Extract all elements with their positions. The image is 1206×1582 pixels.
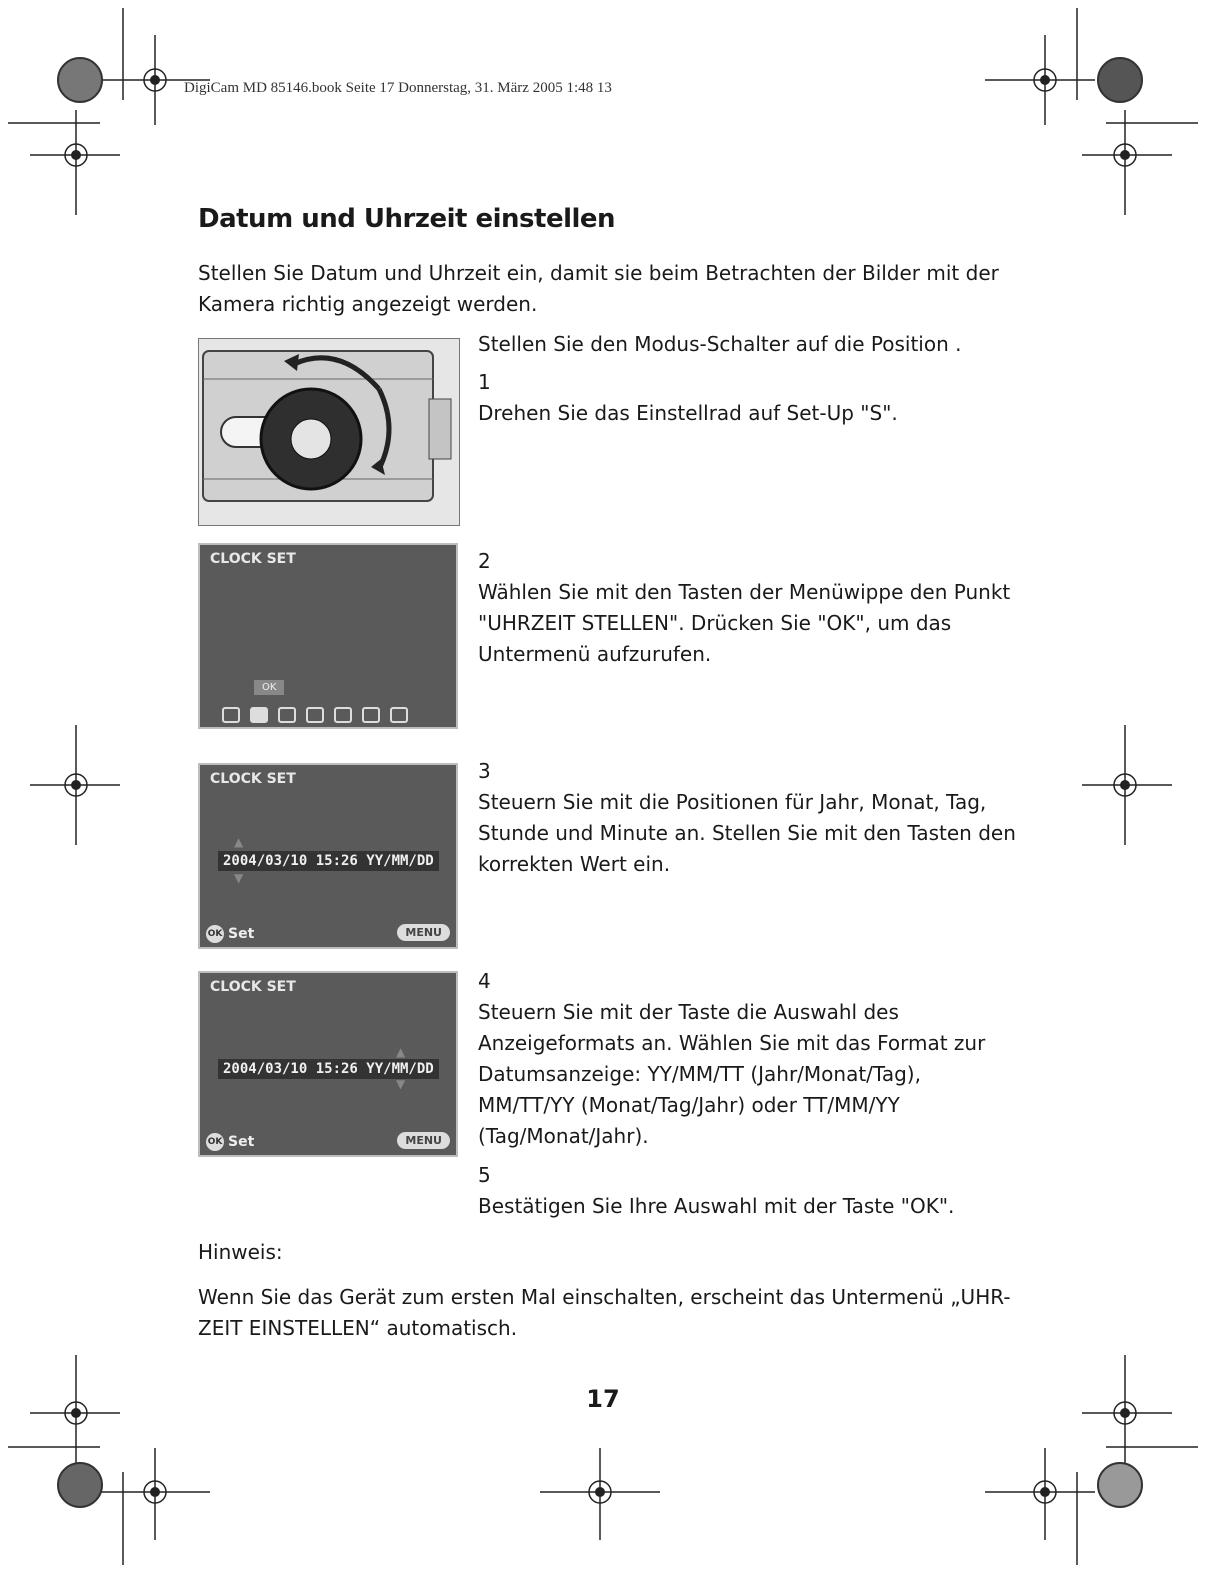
step-text: Steuern Sie mit die Positionen für Jahr, Monat, Tag, Stunde und Minute an. Stellen Sie mit den Tasten den korrekten Wert ein.: [478, 790, 1016, 876]
step-text: Bestätigen Sie Ihre Auswahl mit der Taste "OK".: [478, 1194, 955, 1218]
set-label: OK Set: [207, 926, 255, 942]
step-2: [478, 546, 1018, 670]
step-text: Steuern Sie mit der Taste die Auswahl des Anzeigeformats an. Wählen Sie mit das Format zur Datumsanzeige: YY/MM/TT (Jahr/Monat/Tag), MM/TT/YY (Monat/Tag/Jahr) oder TT/MM/YY (Tag/Monat/Jahr).: [478, 1000, 986, 1148]
step-number: 4: [478, 969, 491, 993]
down-arrow-icon: ▼: [234, 871, 244, 885]
step-number: 1: [478, 370, 491, 394]
step-text: Drehen Sie das Einstellrad auf Set-Up "S".: [478, 401, 898, 425]
clock-set-screen-format: [198, 971, 458, 1157]
hint-text: Wenn Sie das Gerät zum ersten Mal einschalten, erscheint das Untermenü „UHR-ZEIT EINSTELLEN“ automatisch.: [198, 1285, 1011, 1340]
step-3: [478, 756, 1018, 880]
menu-button-icon: MENU: [397, 1132, 450, 1149]
hint-label: Hinweis:: [198, 1240, 283, 1264]
intro-text: Stellen Sie Datum und Uhrzeit ein, damit sie beim Betrachten der Bilder mit der Kamera richtig angezeigt werden.: [198, 261, 999, 316]
page-number: 17: [586, 1385, 620, 1413]
zoom-icon: [278, 707, 296, 723]
date-value: 2004/03/10 15:26 YY/MM/DD: [218, 851, 439, 871]
clock-set-screen-menu: [198, 543, 458, 729]
screen-title: CLOCK SET: [210, 771, 296, 787]
flash-icon: [334, 707, 352, 723]
camera-dial-image: [198, 338, 460, 526]
step-1: [478, 367, 1018, 429]
up-arrow-icon: ▲: [234, 835, 244, 849]
step-5: [478, 1160, 1018, 1222]
clock-icon: [250, 707, 268, 723]
date-value: 2004/03/10 15:26 YY/MM/DD: [218, 1059, 439, 1079]
screen-title: CLOCK SET: [210, 551, 296, 567]
ok-circle-icon: OK: [206, 1133, 224, 1151]
step-number: 2: [478, 549, 491, 573]
clock-set-screen-date: [198, 763, 458, 949]
step-text: Wählen Sie mit den Tasten der Menüwippe den Punkt "UHRZEIT STELLEN". Drücken Sie "OK", um das Untermenü aufzurufen.: [478, 580, 1011, 666]
page-header: DigiCam MD 85146.book Seite 17 Donnerstag, 31. März 2005 1:48 13: [184, 80, 612, 96]
step-number: 5: [478, 1163, 491, 1187]
timer-icon: [390, 707, 408, 723]
step-4: [478, 966, 1018, 1152]
page-title: Datum und Uhrzeit einstellen: [198, 204, 616, 234]
ok-circle-icon: OK: [206, 925, 224, 943]
menu-button-icon: MENU: [397, 924, 450, 941]
menu-icon-row: [222, 707, 408, 723]
camera-icon: [222, 707, 240, 723]
card-icon: [362, 707, 380, 723]
step-number: 3: [478, 759, 491, 783]
lamp-icon: [306, 707, 324, 723]
screen-title: CLOCK SET: [210, 979, 296, 995]
down-arrow-icon: ▼: [396, 1077, 406, 1091]
up-arrow-icon: ▲: [396, 1045, 406, 1059]
ok-tab: OK: [254, 680, 284, 695]
set-label: OK Set: [207, 1134, 255, 1150]
mode-instruction: Stellen Sie den Modus-Schalter auf die Position .: [478, 332, 962, 356]
